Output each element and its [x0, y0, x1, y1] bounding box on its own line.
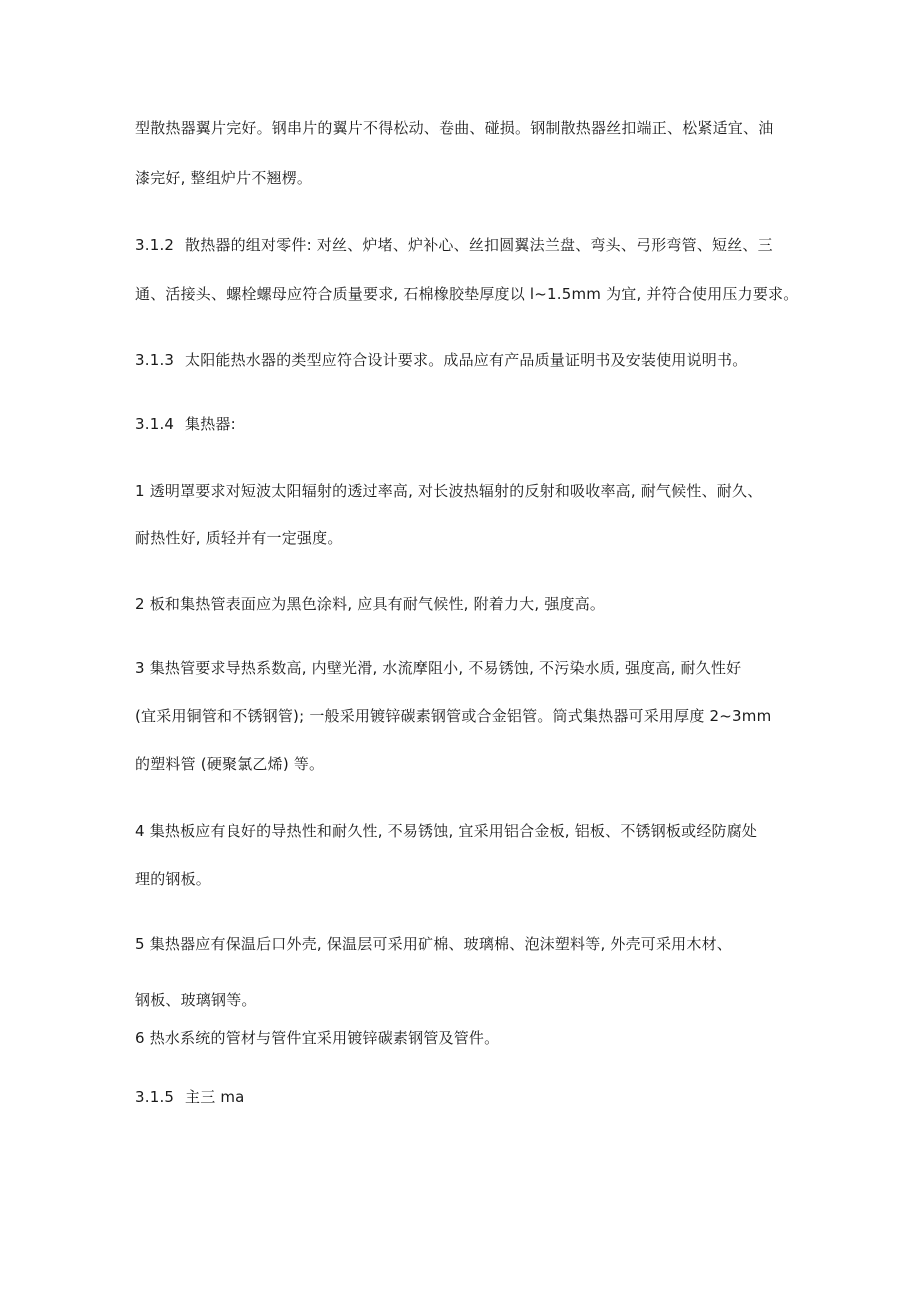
- list-item-line: 1 透明罩要求对短波太阳辐射的透过率高, 对长波热辐射的反射和吸收率高, 耐气候性、耐久、: [135, 482, 763, 500]
- list-item-line: 耐热性好, 质轻并有一定强度。: [135, 529, 343, 547]
- list-item-line: 2 板和集热管表面应为黑色涂料, 应具有耐气候性, 附着力大, 强度高。: [135, 595, 606, 613]
- list-item-line: 的塑料管 (硬聚氯乙烯) 等。: [135, 755, 325, 773]
- list-item-line: 3 集热管要求导热系数高, 内壁光滑, 水流摩阻小, 不易锈蚀, 不污染水质, 强度高, 耐久性好: [135, 659, 742, 677]
- section-number: 3.1.4: [135, 415, 175, 433]
- section-text: 太阳能热水器的类型应符合设计要求。成品应有产品质量证明书及安装使用说明书。: [185, 351, 748, 369]
- section-number: 3.1.2: [135, 236, 175, 254]
- section-number: 3.1.5: [135, 1088, 175, 1106]
- section-3-1-3-line: [135, 350, 747, 370]
- list-item-line: 理的钢板。: [135, 870, 212, 888]
- section-3-1-4-line: [135, 414, 236, 434]
- list-item-line: (宜采用铜管和不锈钢管); 一般采用镀锌碳素钢管或合金铝管。筒式集热器可采用厚度 2~3mm: [135, 707, 772, 725]
- section-text: 主三 ma: [185, 1088, 245, 1106]
- list-item-line: 4 集热板应有良好的导热性和耐久性, 不易锈蚀, 宜采用铝合金板, 铝板、不锈钢板或经防腐处: [135, 822, 758, 840]
- list-item-line: 钢板、玻璃钢等。: [135, 991, 257, 1009]
- paragraph-line: 型散热器翼片完好。钢串片的翼片不得松动、卷曲、碰损。钢制散热器丝扣端正、松紧适宜、油: [135, 119, 774, 137]
- section-3-1-5-line: [135, 1087, 245, 1107]
- list-item-line: 6 热水系统的管材与管件宜采用镀锌碳素钢管及管件。: [135, 1029, 500, 1047]
- section-number: 3.1.3: [135, 351, 175, 369]
- paragraph-line: 漆完好, 整组炉片不翘楞。: [135, 169, 313, 187]
- section-3-1-2-line: [135, 235, 773, 255]
- section-text: 集热器:: [185, 415, 236, 433]
- section-text: 散热器的组对零件: 对丝、炉堵、炉补心、丝扣圆翼法兰盘、弯头、弓形弯管、短丝、三: [185, 236, 773, 254]
- list-item-line: 5 集热器应有保温后口外壳, 保温层可采用矿棉、玻璃棉、泡沫塑料等, 外壳可采用木材、: [135, 935, 732, 953]
- paragraph-line: 通、活接头、螺栓螺母应符合质量要求, 石棉橡胶垫厚度以 l~1.5mm 为宜, 并符合使用压力要求。: [135, 285, 799, 303]
